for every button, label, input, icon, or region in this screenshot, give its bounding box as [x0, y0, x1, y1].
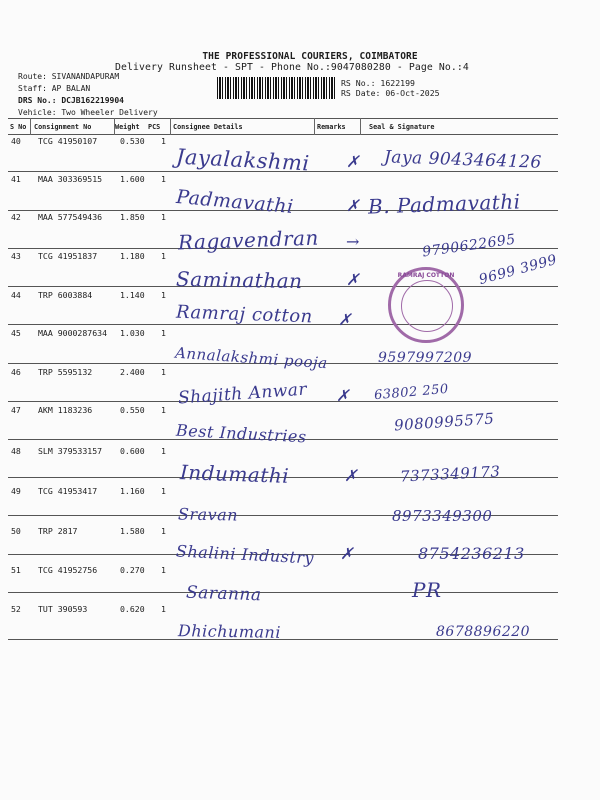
col-seal: Seal & Signature: [369, 123, 435, 131]
col-remarks: Remarks: [317, 123, 346, 131]
row-consignment: MAA 9000287634: [38, 328, 108, 338]
vehicle-label: Vehicle: Two Wheeler Delivery: [18, 108, 158, 117]
rs-date: RS Date: 06-Oct-2025: [341, 88, 440, 98]
row-pcs: 1: [161, 405, 166, 415]
handwritten-consignee: Shalini Industry: [175, 541, 315, 568]
row-pcs: 1: [161, 290, 166, 300]
col-consignment: Consignment No: [34, 123, 92, 131]
handwritten-signature: PR: [412, 578, 442, 602]
row-sno: 44: [11, 290, 21, 300]
company-title: THE PROFESSIONAL COURIERS, COIMBATORE: [202, 51, 418, 62]
row-weight: 2.400: [120, 367, 145, 377]
route-label: Route: SIVANANDAPURAM: [18, 72, 120, 81]
handwritten-consignee: Ragavendran: [177, 225, 320, 255]
row-consignment: TCG 41951837: [38, 251, 98, 261]
table-row: [8, 486, 558, 506]
row-consignment: SLM 379533157: [38, 446, 103, 456]
handwritten-consignee: Annalakshmi pooja: [174, 343, 329, 373]
row-consignment: AKM 1183236: [38, 405, 93, 415]
row-consignment: TCG 41950107: [38, 136, 98, 146]
row-sno: 47: [11, 405, 21, 415]
row-pcs: 1: [161, 486, 166, 496]
remark-mark: ✗: [346, 152, 360, 171]
row-pcs: 1: [161, 367, 166, 377]
row-sno: 46: [11, 367, 21, 377]
row-weight: 0.270: [120, 565, 145, 575]
handwritten-signature: B. Padmavathi: [367, 189, 521, 219]
row-consignment: TRP 2817: [38, 526, 78, 536]
handwritten-signature: 8973349300: [392, 507, 493, 525]
row-pcs: 1: [161, 446, 166, 456]
handwritten-signature: 9080995575: [393, 409, 495, 435]
row-pcs: 1: [161, 328, 166, 338]
row-sno: 45: [11, 328, 21, 338]
row-sno: 49: [11, 486, 21, 496]
row-weight: 0.550: [120, 405, 145, 415]
drs-label: DRS No.: DCJB162219904: [18, 96, 124, 105]
handwritten-signature: 9597997209: [378, 350, 473, 366]
rs-number: RS No.: 1622199: [341, 78, 415, 88]
table-row: [8, 604, 558, 624]
row-consignment: MAA 577549436: [38, 212, 103, 222]
row-pcs: 1: [161, 174, 166, 184]
handwritten-consignee: Dhichumani: [177, 621, 282, 642]
row-sno: 43: [11, 251, 21, 261]
handwritten-signature: 8754236213: [418, 544, 525, 563]
handwritten-signature: 8678896220: [436, 624, 531, 640]
row-sno: 51: [11, 565, 21, 575]
row-consignment: MAA 303369515: [38, 174, 103, 184]
row-weight: 0.620: [120, 604, 145, 614]
table-row: [8, 328, 558, 348]
row-weight: 0.600: [120, 446, 145, 456]
handwritten-consignee: Saranna: [185, 582, 262, 606]
barcode: [217, 77, 337, 99]
row-weight: 1.160: [120, 486, 145, 496]
stamp-text: RAMRAJ COTTON: [397, 272, 455, 279]
row-sno: 52: [11, 604, 21, 614]
row-sno: 42: [11, 212, 21, 222]
handwritten-consignee: Shajith Anwar: [177, 379, 308, 409]
row-consignment: TCG 41952756: [38, 565, 98, 575]
table-row: [8, 565, 558, 585]
row-consignment: TUT 390593: [38, 604, 88, 614]
remark-mark: ✗: [336, 386, 350, 405]
remark-mark: ✗: [346, 270, 360, 289]
remark-mark: ✗: [344, 466, 358, 485]
handwritten-signature: 9699 3999: [477, 251, 559, 289]
row-weight: 1.180: [120, 251, 145, 261]
row-pcs: 1: [161, 136, 166, 146]
row-weight: 1.030: [120, 328, 145, 338]
remark-mark: ✗: [340, 544, 354, 563]
col-weight: Weight: [115, 123, 140, 131]
handwritten-consignee: Padmavathi: [175, 185, 295, 219]
handwritten-consignee: Jayalakshmi: [175, 144, 311, 176]
row-pcs: 1: [161, 212, 166, 222]
row-sno: 41: [11, 174, 21, 184]
handwritten-consignee: Ramraj cotton: [175, 301, 314, 328]
row-consignment: TCG 41953417: [38, 486, 98, 496]
remark-mark: →: [346, 232, 360, 251]
handwritten-consignee: Indumathi: [179, 460, 290, 488]
col-pcs: PCS: [148, 123, 161, 131]
row-pcs: 1: [161, 604, 166, 614]
row-consignment: TRP 5595132: [38, 367, 93, 377]
remark-mark: ✗: [338, 310, 352, 329]
row-sno: 50: [11, 526, 21, 536]
handwritten-consignee: Best Industries: [175, 420, 308, 447]
row-sno: 40: [11, 136, 21, 146]
row-sno: 48: [11, 446, 21, 456]
row-weight: 1.850: [120, 212, 145, 222]
row-pcs: 1: [161, 526, 166, 536]
handwritten-signature: 63802 250: [373, 381, 450, 404]
col-consignee: Consignee Details: [173, 123, 243, 131]
table-row: [8, 526, 558, 546]
handwritten-signature: Jaya 9043464126: [383, 147, 543, 173]
row-weight: 1.580: [120, 526, 145, 536]
handwritten-signature: 9790622695: [421, 231, 517, 261]
row-pcs: 1: [161, 251, 166, 261]
row-pcs: 1: [161, 565, 166, 575]
company-stamp: [388, 267, 464, 343]
remark-mark: ✗: [346, 196, 360, 215]
staff-label: Staff: AP BALAN: [18, 84, 91, 93]
row-weight: 1.140: [120, 290, 145, 300]
row-weight: 0.530: [120, 136, 145, 146]
col-sno: S No: [10, 123, 27, 131]
row-consignment: TRP 6003884: [38, 290, 93, 300]
handwritten-consignee: Sravan: [177, 504, 239, 525]
handwritten-consignee: Saminathan: [175, 266, 303, 294]
stamp-inner-ring: [401, 280, 453, 332]
row-weight: 1.600: [120, 174, 145, 184]
runsheet-subtitle: Delivery Runsheet - SPT - Phone No.:9047080280 - Page No.:4: [115, 62, 469, 73]
handwritten-signature: 7373349173: [399, 462, 501, 486]
